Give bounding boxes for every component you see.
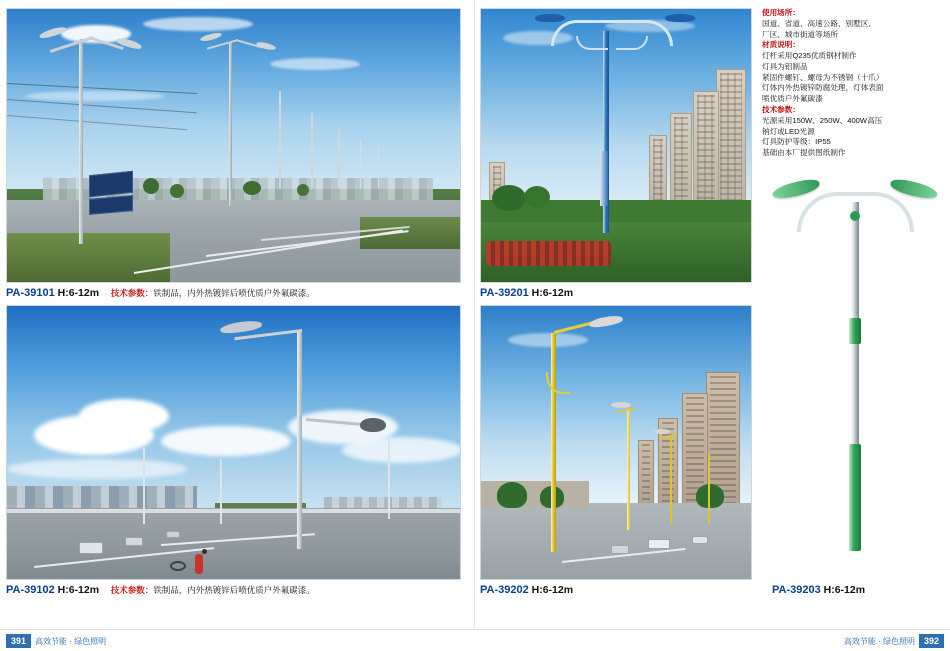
building [693,91,719,217]
lamp-pole [229,42,232,206]
spec-material-line-5: 喷优质户外氟碳漆 [762,94,823,104]
tech-text: 铁制品，内外热镀锌后喷优质户外氟碳漆。 [153,585,315,595]
lamp-pole [79,39,83,244]
footer-left [6,634,106,648]
lamp-pole-yellow [551,333,556,551]
lamp-arm-right [855,192,914,232]
expressway-road [7,508,460,579]
tech-text: 铁制品，内外热镀锌后喷优质户外氟碳漆。 [153,288,315,298]
cloud [79,399,169,433]
product-photo-pa-39102 [6,305,461,580]
flower-bed [486,241,610,266]
lamp-pole [388,437,390,519]
building [716,69,746,216]
page-number-left: 391 [6,634,31,648]
pedestrian [195,554,203,574]
tree [497,482,527,508]
product-height: H:6-12m [531,584,574,596]
caption-pa-39202 [480,584,573,596]
lamp-head [611,402,631,408]
spec-usage-header: 使用场所： [762,8,800,17]
cloud [25,91,165,101]
cloud [161,426,291,456]
lamp-pole [297,331,302,549]
lamp-pole [220,459,222,525]
product-code: PA-39201 [480,287,529,299]
spec-tech-line-2: 钠灯或LED光源 [762,126,815,136]
product-height: H:6-12m [57,584,100,596]
grass-left [7,233,170,282]
decorative-lamp-head [360,418,386,432]
spec-panel [762,8,948,159]
lamp-pole-yellow [670,437,672,524]
vehicle [648,539,670,549]
product-photo-pa-39202 [480,305,752,580]
pole-base-section [600,151,608,206]
lamp-pole [378,148,379,189]
product-height: H:6-12m [823,584,866,596]
tree [297,184,309,196]
spec-material-line-3: 紧固件螺钉、螺母为不锈钢（十爪） [762,72,884,82]
tree [696,484,724,508]
cloud [270,58,360,70]
page-number-right: 392 [919,634,944,648]
footer-slogan-right: 高效节能 · 绿色照明 [843,636,915,646]
lamp-arm-left [797,192,856,232]
bicycle [170,561,186,571]
product-code: PA-39203 [772,584,821,596]
spec-tech-header: 技术参数： [762,105,800,115]
vehicle [166,531,180,538]
caption-pa-39102 [6,584,315,596]
product-photo-pa-39101 [6,8,461,283]
page-spine [474,0,475,651]
product-code: PA-39202 [480,584,529,596]
pole-base-green [849,444,861,551]
spec-tech-line-1: 光源采用150W、250W、400W高压 [762,115,883,125]
vehicle [611,545,629,554]
spec-usage-line-1: 国道、省道、高速公路、别墅区、 [762,18,876,28]
lamp-pole-yellow [708,453,710,524]
product-code: PA-39102 [6,584,55,596]
lamp-pole [311,113,313,189]
footer-right [844,634,944,648]
vehicle [125,537,143,546]
solar-panel [89,170,133,197]
spec-material-line-1: 灯杆采用Q235优质钢材制作 [762,51,857,61]
building [638,440,654,508]
lamp-pole [143,448,145,524]
lamp-head-left [771,177,821,201]
footer-bar [0,629,950,651]
lamp-pole [279,91,281,189]
tech-label: 技术参数： [110,288,154,298]
spec-material-line-4: 灯体内外热镀锌防腐处理，灯体表面 [762,83,884,93]
vehicle [692,536,708,544]
street-road [481,503,751,579]
pole-collar-green [849,318,861,344]
spec-material-header: 材质说明： [762,40,800,50]
caption-pa-39203 [772,584,865,596]
lamp-pole [360,140,361,189]
tree [170,184,184,198]
caption-pa-39201 [480,287,573,299]
product-photo-pa-39201 [480,8,752,283]
cloud [342,437,461,463]
product-height: H:6-12m [531,287,574,299]
vehicle [79,542,103,554]
lamp-head [654,429,670,434]
tech-label: 技术参数： [110,585,154,595]
cloud [7,459,187,479]
product-render-pa-39203 [765,95,945,580]
spec-tech-line-3: 灯具防护等级：IP55 [762,137,831,147]
lamp-head-right [889,177,939,201]
road-barrier [7,509,460,513]
lamp-head-right [665,14,695,22]
tree [492,185,526,211]
caption-pa-39101 [6,287,315,299]
lamp-pole-yellow [627,410,630,530]
lamp-head-left [535,14,565,22]
product-height: H:6-12m [57,287,100,299]
spec-material-line-2: 灯具为铝制品 [762,61,808,71]
spec-usage-line-2: 厂区、城市街道等场所 [762,29,838,39]
product-code: PA-39101 [6,287,55,299]
footer-slogan-left: 高效节能 · 绿色照明 [35,636,107,646]
spec-tech-line-4: 基础由本厂提供图纸制作 [762,148,846,158]
lamp-pole [338,129,340,189]
tree [243,181,261,195]
